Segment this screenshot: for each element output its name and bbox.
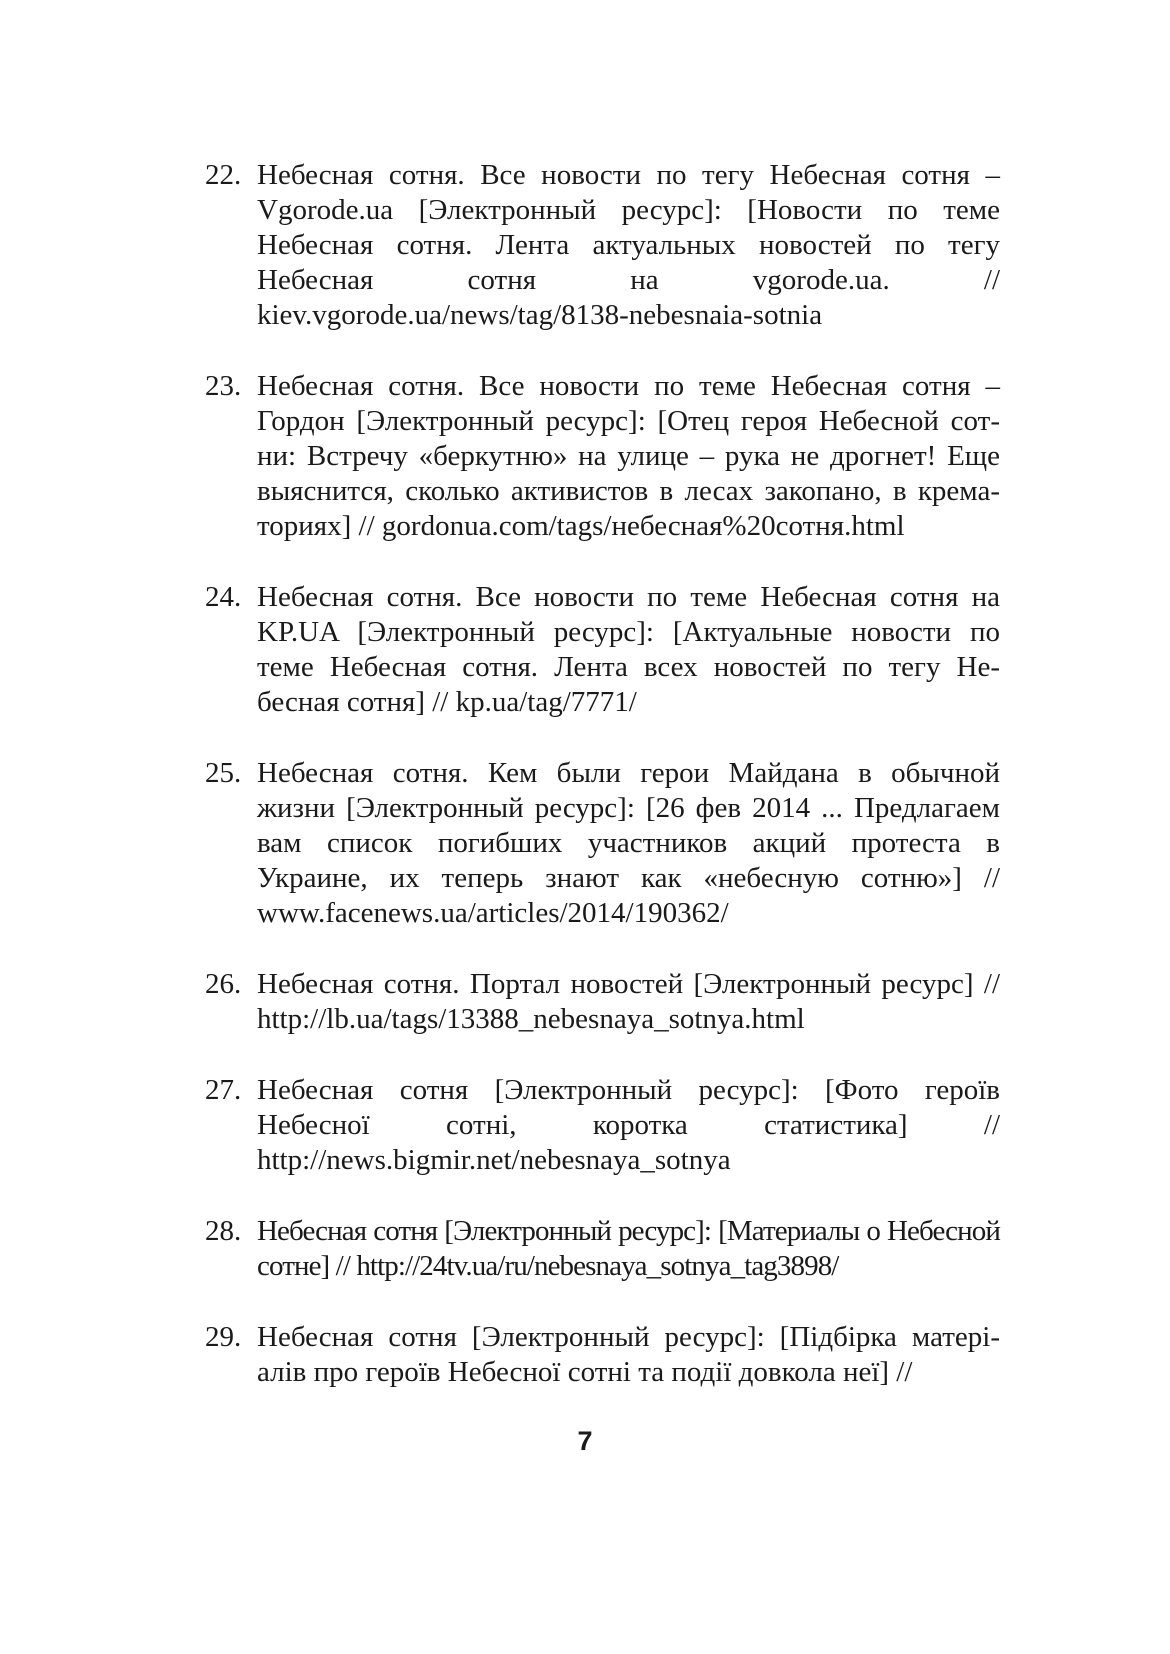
reference-item-29: [205, 1320, 1000, 1390]
reference-number: 25.: [205, 757, 242, 789]
reference-text: Небесная сотня. Все новости по тегу Небесная сотня – Vgorode.ua [Электронный ресурс]: [Новости по теме Небесная сотня. Лента актуальных новостей по тегу Небесная сотня на vgorode.ua. // kiev.vgorode.ua/news/tag/8138-nebesnaia-sotnia: [257, 159, 1000, 331]
reference-text: Небесная сотня. Портал новостей [Электронный ресурс] // http://lb.ua/tags/13388_nebesnaya_sotnya.html: [257, 968, 1000, 1035]
reference-text: Небесная сотня. Все новости по теме Небесная сотня – Гордон [Электронный ресурс]: [Отец героя Небесной сотни: Встречу «беркутню» на улице – рука не дрогнет! Еще выяснится, сколько активистов в лесах закопано, в крематориях] // gordonua.com/tags/небесная%20сотня.html: [257, 370, 1000, 542]
reference-item-23: [205, 369, 1000, 544]
reference-number: 29.: [205, 1321, 242, 1353]
reference-text: Небесная сотня [Электронный ресурс]: [Материалы о Небесной сотне] // http://24tv.ua/ru/nebesnaya_sotnya_tag3898/: [257, 1215, 1000, 1282]
reference-item-27: [205, 1073, 1000, 1178]
reference-item-22: [205, 158, 1000, 333]
reference-number: 26.: [205, 968, 242, 1000]
reference-text: Небесная сотня. Все новости по теме Небесная сотня на KP.UA [Электронный ресурс]: [Актуальные новости по теме Небесная сотня. Лента всех новостей по тегу Небесная сотня] // kp.ua/tag/7771/: [257, 581, 1000, 718]
reference-item-25: [205, 756, 1000, 931]
reference-item-26: [205, 967, 1000, 1037]
reference-text: Небесная сотня [Электронный ресурс]: [Фото героїв Небесної сотні, коротка статистика] // http://news.bigmir.net/nebesnaya_sotnya: [257, 1074, 1000, 1176]
reference-number: 23.: [205, 370, 242, 402]
page-number: 7: [577, 1426, 593, 1456]
reference-text: Небесная сотня [Электронный ресурс]: [Підбірка матеріалів про героїв Небесної сотні та події довкола неї] //: [257, 1321, 1000, 1388]
reference-number: 22.: [205, 159, 242, 191]
reference-number: 28.: [205, 1215, 242, 1247]
reference-item-28: [205, 1214, 1000, 1284]
reference-number: 24.: [205, 581, 242, 613]
reference-number: 27.: [205, 1074, 242, 1106]
reference-list: [205, 158, 1000, 1390]
reference-text: Небесная сотня. Кем были герои Майдана в обычной жизни [Электронный ресурс]: [26 фев 2014 ... Предлагаем вам список погибших участников акций протеста в Украине, их теперь знают как «небесную сотню»] // www.facenews.ua/articles/2014/190362/: [257, 757, 1000, 929]
reference-item-24: [205, 580, 1000, 720]
